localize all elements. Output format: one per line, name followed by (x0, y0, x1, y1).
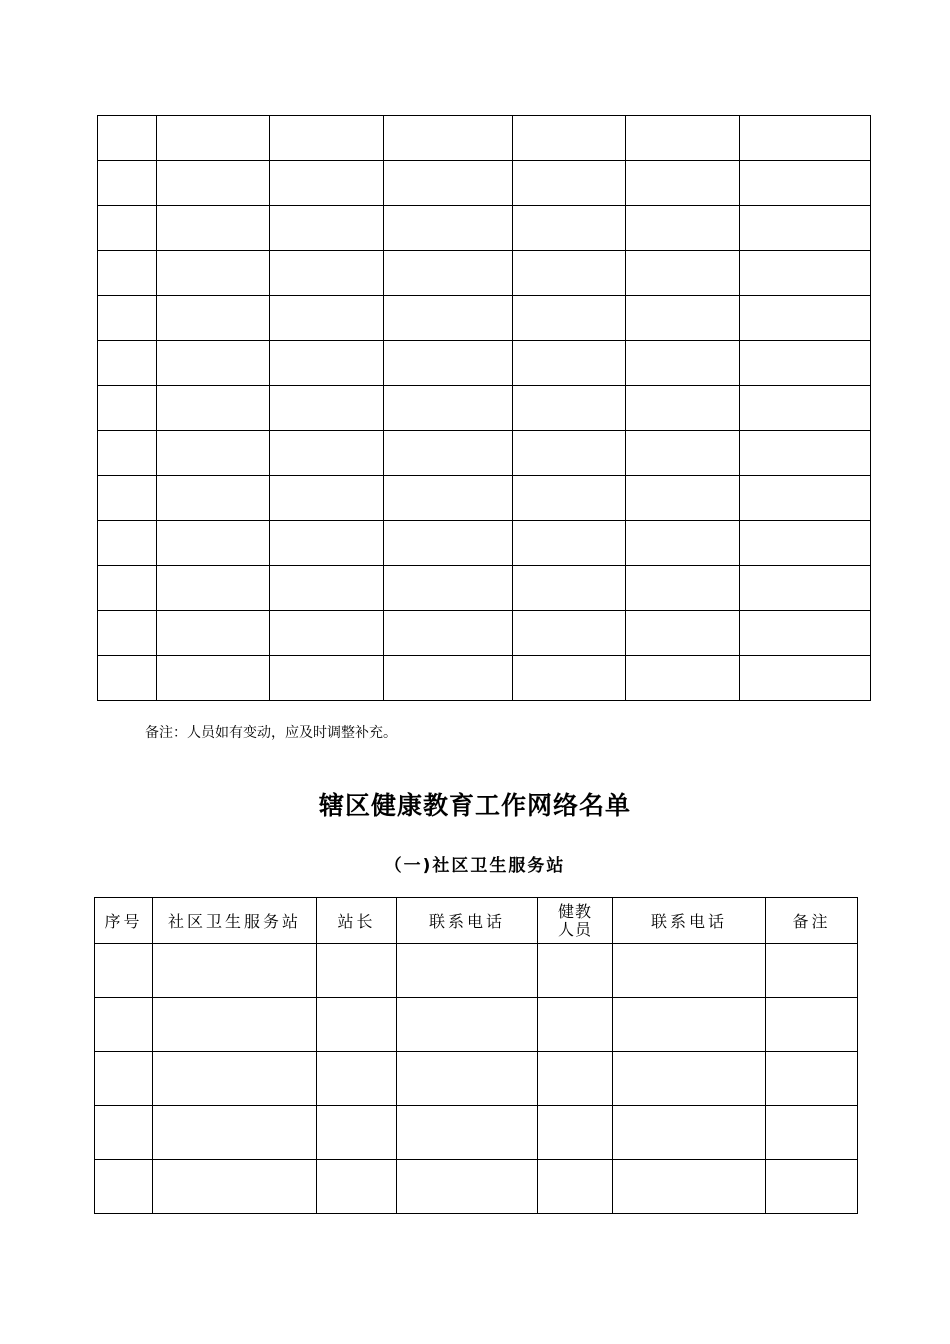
table-cell[interactable] (98, 611, 157, 656)
table-row (95, 1160, 858, 1214)
table-cell[interactable] (538, 1160, 613, 1214)
table-cell[interactable] (397, 998, 538, 1052)
table-cell[interactable] (98, 206, 157, 251)
table-cell[interactable] (513, 611, 626, 656)
table-cell[interactable] (538, 944, 613, 998)
table-row (98, 476, 871, 521)
table-cell[interactable] (740, 521, 871, 566)
table-row (98, 341, 871, 386)
table-cell[interactable] (157, 656, 270, 701)
header-station: 社区卫生服务站 (153, 898, 317, 944)
table-cell[interactable] (626, 431, 740, 476)
table-row (98, 656, 871, 701)
table-cell[interactable] (157, 566, 270, 611)
table-cell[interactable] (317, 998, 397, 1052)
table-cell[interactable] (98, 116, 157, 161)
table-cell[interactable] (384, 206, 513, 251)
header-station-head: 站长 (317, 898, 397, 944)
station-table (94, 897, 858, 1214)
table-cell[interactable] (95, 998, 153, 1052)
table-cell[interactable] (740, 341, 871, 386)
table-cell[interactable] (98, 386, 157, 431)
table-cell[interactable] (270, 566, 384, 611)
table-cell[interactable] (157, 611, 270, 656)
header-phone: 联系电话 (397, 898, 538, 944)
table-row (98, 611, 871, 656)
table-cell[interactable] (626, 296, 740, 341)
table-cell[interactable] (95, 1052, 153, 1106)
table-cell[interactable] (270, 476, 384, 521)
table-cell[interactable] (270, 116, 384, 161)
table-cell[interactable] (513, 386, 626, 431)
table-cell[interactable] (317, 1052, 397, 1106)
table-cell[interactable] (513, 431, 626, 476)
table-cell[interactable] (157, 161, 270, 206)
table-cell[interactable] (153, 1106, 317, 1160)
table-cell[interactable] (740, 476, 871, 521)
table-cell[interactable] (766, 1052, 858, 1106)
header-phone-2: 联系电话 (613, 898, 766, 944)
table-cell[interactable] (270, 296, 384, 341)
table-cell[interactable] (317, 1106, 397, 1160)
table-cell[interactable] (766, 944, 858, 998)
table-cell[interactable] (384, 431, 513, 476)
table-cell[interactable] (538, 1052, 613, 1106)
table-cell[interactable] (626, 206, 740, 251)
table-cell[interactable] (397, 1160, 538, 1214)
table-cell[interactable] (626, 116, 740, 161)
table-row (98, 251, 871, 296)
table-cell[interactable] (98, 566, 157, 611)
table-cell[interactable] (98, 341, 157, 386)
table-cell[interactable] (153, 998, 317, 1052)
table-cell[interactable] (384, 296, 513, 341)
table-cell[interactable] (513, 476, 626, 521)
table-row (98, 521, 871, 566)
table-cell[interactable] (626, 341, 740, 386)
table-cell[interactable] (95, 1160, 153, 1214)
table-cell[interactable] (740, 161, 871, 206)
table-cell[interactable] (513, 296, 626, 341)
table-cell[interactable] (153, 944, 317, 998)
table-cell[interactable] (270, 206, 384, 251)
header-index: 序号 (95, 898, 153, 944)
table-cell[interactable] (513, 656, 626, 701)
header-remarks: 备注 (766, 898, 858, 944)
table-cell[interactable] (740, 251, 871, 296)
table-cell[interactable] (626, 521, 740, 566)
section-subtitle: （一)社区卫生服务站 (384, 856, 566, 876)
table-cell[interactable] (740, 431, 871, 476)
table-cell[interactable] (626, 386, 740, 431)
header-health-educator-line1: 健教 (557, 901, 592, 921)
table-cell[interactable] (513, 116, 626, 161)
table-cell[interactable] (98, 431, 157, 476)
table-row (95, 998, 858, 1052)
table-cell[interactable] (397, 1052, 538, 1106)
table-cell[interactable] (157, 206, 270, 251)
table-cell[interactable] (626, 161, 740, 206)
table-cell[interactable] (740, 566, 871, 611)
table-cell[interactable] (98, 476, 157, 521)
table-cell[interactable] (384, 386, 513, 431)
table-cell[interactable] (384, 521, 513, 566)
table-cell[interactable] (740, 116, 871, 161)
table-cell[interactable] (513, 341, 626, 386)
table-cell[interactable] (153, 1052, 317, 1106)
table-cell[interactable] (157, 431, 270, 476)
table-cell[interactable] (157, 341, 270, 386)
table-cell[interactable] (384, 116, 513, 161)
table-cell[interactable] (538, 1106, 613, 1160)
table-row (98, 431, 871, 476)
table-cell[interactable] (513, 566, 626, 611)
table-cell[interactable] (270, 341, 384, 386)
table-cell[interactable] (397, 944, 538, 998)
table-cell[interactable] (613, 998, 766, 1052)
table-cell[interactable] (740, 656, 871, 701)
table-cell[interactable] (626, 611, 740, 656)
table-cell[interactable] (157, 386, 270, 431)
table-cell[interactable] (626, 251, 740, 296)
table-row (98, 116, 871, 161)
table-cell[interactable] (740, 206, 871, 251)
table-cell[interactable] (98, 161, 157, 206)
table-cell[interactable] (157, 251, 270, 296)
table-cell[interactable] (613, 1052, 766, 1106)
table-cell[interactable] (740, 611, 871, 656)
table-cell[interactable] (98, 296, 157, 341)
table-cell[interactable] (270, 251, 384, 296)
table-cell[interactable] (157, 476, 270, 521)
table-cell[interactable] (766, 1160, 858, 1214)
table-cell[interactable] (626, 476, 740, 521)
table-cell[interactable] (538, 998, 613, 1052)
table-cell[interactable] (270, 656, 384, 701)
note-text: 备注：人员如有变动，应及时调整补充。 (145, 725, 397, 741)
table-cell[interactable] (98, 521, 157, 566)
page-title: 辖区健康教育工作网络名单 (318, 791, 631, 820)
table-cell[interactable] (384, 476, 513, 521)
table-cell[interactable] (384, 566, 513, 611)
header-health-educator (538, 898, 613, 944)
table-cell[interactable] (384, 251, 513, 296)
table-row (98, 296, 871, 341)
table-row (95, 1106, 858, 1160)
table-cell[interactable] (740, 296, 871, 341)
table-cell[interactable] (613, 1160, 766, 1214)
table-cell[interactable] (270, 521, 384, 566)
table-cell[interactable] (740, 386, 871, 431)
table-cell[interactable] (513, 521, 626, 566)
table-cell[interactable] (613, 944, 766, 998)
blank-grid-body (98, 116, 871, 701)
table-header-row (95, 898, 858, 944)
table-cell[interactable] (270, 161, 384, 206)
table-cell[interactable] (397, 1106, 538, 1160)
table-row (95, 944, 858, 998)
table-cell[interactable] (384, 161, 513, 206)
table-row (95, 1052, 858, 1106)
table-cell[interactable] (270, 386, 384, 431)
table-cell[interactable] (513, 251, 626, 296)
table-cell[interactable] (513, 161, 626, 206)
blank-grid-table (97, 115, 871, 701)
table-cell[interactable] (513, 206, 626, 251)
table-cell[interactable] (270, 611, 384, 656)
table-cell[interactable] (317, 1160, 397, 1214)
table-cell[interactable] (95, 1106, 153, 1160)
table-cell[interactable] (270, 431, 384, 476)
table-cell[interactable] (157, 521, 270, 566)
station-table-body (95, 944, 858, 1214)
table-cell[interactable] (613, 1106, 766, 1160)
table-cell[interactable] (384, 656, 513, 701)
table-cell[interactable] (626, 656, 740, 701)
table-cell[interactable] (766, 998, 858, 1052)
table-cell[interactable] (626, 566, 740, 611)
table-cell[interactable] (153, 1160, 317, 1214)
table-cell[interactable] (157, 116, 270, 161)
table-cell[interactable] (98, 656, 157, 701)
table-cell[interactable] (384, 341, 513, 386)
table-row (98, 206, 871, 251)
header-health-educator-line2: 人员 (557, 919, 592, 939)
table-cell[interactable] (98, 251, 157, 296)
table-cell[interactable] (157, 296, 270, 341)
table-row (98, 566, 871, 611)
table-cell[interactable] (95, 944, 153, 998)
table-cell[interactable] (317, 944, 397, 998)
table-cell[interactable] (384, 611, 513, 656)
table-cell[interactable] (766, 1106, 858, 1160)
table-row (98, 386, 871, 431)
table-row (98, 161, 871, 206)
